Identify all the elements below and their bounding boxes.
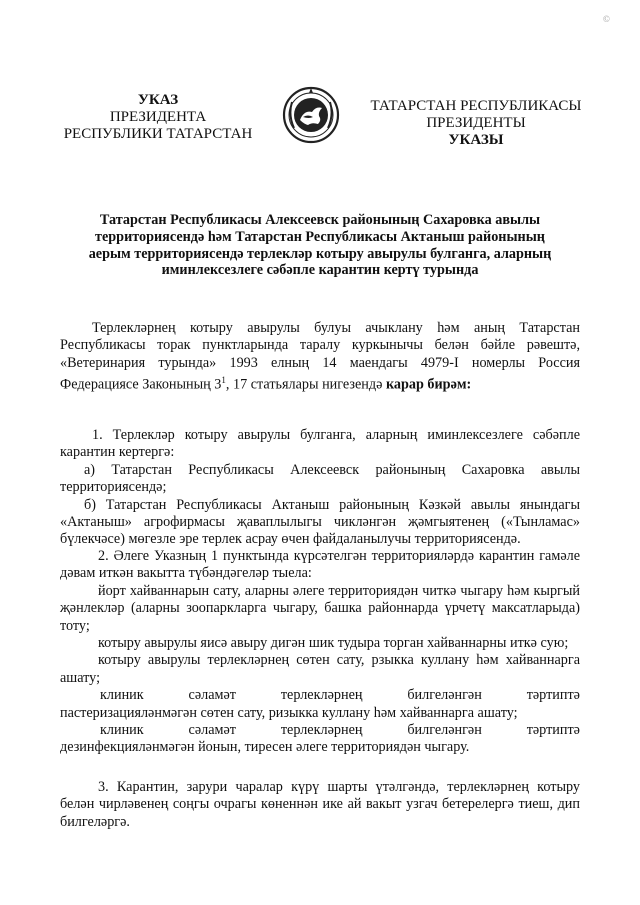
header-right-line-3: УКАЗЫ	[448, 132, 504, 148]
preamble-after: , 17 статьялары нигезендә	[225, 376, 386, 393]
clinic-1-word-2: сәламәт	[188, 687, 236, 704]
header-russian	[58, 92, 258, 143]
item-2-bullet-3: котыру авырулы терлекләрнең сөтен сату, рзыкка куллану һәм хайваннарга ашату;	[60, 652, 580, 686]
header-left-line-2: ПРЕЗИДЕНТА	[109, 109, 207, 125]
decree-statement: карар бирәм:	[385, 376, 472, 393]
header-right-line-1: ТАТАРСТАН РЕСПУБЛИКАСЫ	[370, 98, 582, 114]
item-2-text: 2. Әлеге Указның 1 пунктында күрсәтелгән территорияләрдә карантин гамәле дәвам иткән вакытта түбәндәгеләр тыела:	[60, 548, 580, 582]
clinic-2-word-3: терлекләрнең	[280, 722, 363, 739]
clinic-row-2	[60, 722, 580, 739]
title-line-3: аерым территориясендә терлекләр котыру авырулы булганга, аларның	[88, 245, 552, 262]
decree-title	[60, 212, 580, 279]
title-line-2: территориясендә һәм Татарстан Республикасы Актаныш районының	[95, 228, 545, 245]
clinic-1-word-3: терлекләрнең	[280, 687, 363, 704]
item-1	[60, 427, 580, 549]
preamble-text: Терлекләрнең котыру авырулы булуы ачыклану һәм аның Татарстан Республикасы торак пунктларында таралу куркынычы белән бәйле рәвештә, «Ветеринария турында» 1993 елның 14 маендагы 4979-I номерлы Россия Федерациясе Законының 3	[60, 320, 580, 393]
clinic-row-1	[60, 687, 580, 704]
clinic-2-word-5: тәртиптә	[526, 722, 580, 739]
header-left-line-3: РЕСПУБЛИКИ ТАТАРСТАН	[63, 126, 253, 142]
header-left-line-1: УКАЗ	[137, 92, 179, 108]
clinic-2-word-4: билгеләнгән	[407, 722, 482, 739]
item-2-bullet-2: котыру авырулы яисә авыру дигән шик тудыра торган хайваннарны иткә сую;	[98, 635, 569, 652]
item-3	[60, 779, 580, 831]
clinic-2-word-2: сәламәт	[188, 722, 236, 739]
header-right-line-2: ПРЕЗИДЕНТЫ	[426, 115, 526, 131]
corner-mark: ©	[603, 14, 610, 24]
clinic-2-word-1: клиник	[100, 722, 144, 739]
title-line-4: иминлексезлеге сәбәпле карантин кертү турында	[161, 262, 479, 279]
coat-of-arms-icon	[282, 84, 340, 146]
clinic-1-rest: пастеризацияләнмәгән сөтен сату, ризыкка куллану һәм хайваннарга ашату;	[60, 704, 518, 721]
item-2	[60, 548, 580, 757]
clinic-1-word-4: билгеләнгән	[407, 687, 482, 704]
preamble	[60, 320, 580, 394]
clinic-1-word-5: тәртиптә	[526, 687, 580, 704]
item-1-text: 1. Терлекләр котыру авырулы булганга, аларның иминлексезлеге сәбәпле карантин кертергә:	[60, 427, 580, 461]
clinic-2-rest: дезинфекцияләнмәгән йонын, тиресен әлеге территориядән чыгару.	[60, 739, 470, 756]
item-1-b: б) Татарстан Республикасы Актаныш районының Кәзкәй авылы янындагы «Актаныш» агрофирмасы җаваплылыгы чикләнгән җәмгыятенең («Тынламас» бүлекчәсе) мөгезле эре терлек асрау өчен файдаланылучы территориясендә.	[60, 496, 580, 548]
header-tatar	[360, 98, 592, 149]
item-3-text: 3. Карантин, зарури чаралар күрү шарты үтәлгәндә, терлекләрнең котыру белән чирләвенең соңгы очрагы көненнән ике ай вакыт узгач бетерелергә тиеш, дип билгеләргә.	[60, 779, 580, 830]
title-line-1: Татарстан Республикасы Алексеевск районының Сахаровка авылы	[99, 212, 541, 228]
clinic-1-word-1: клиник	[100, 687, 144, 704]
item-1-a: а) Татарстан Республикасы Алексеевск районының Сахаровка авылы территориясендә;	[60, 461, 580, 496]
preamble-sup: 1	[221, 375, 226, 386]
item-2-bullet-1: йорт хайваннарын сату, аларны әлеге территориядән читкә чыгару һәм кыргый җәнлекләр (аларны зоопаркларга чыгару, башка районнарда үрчетү максатларыда) тоту;	[60, 582, 580, 634]
